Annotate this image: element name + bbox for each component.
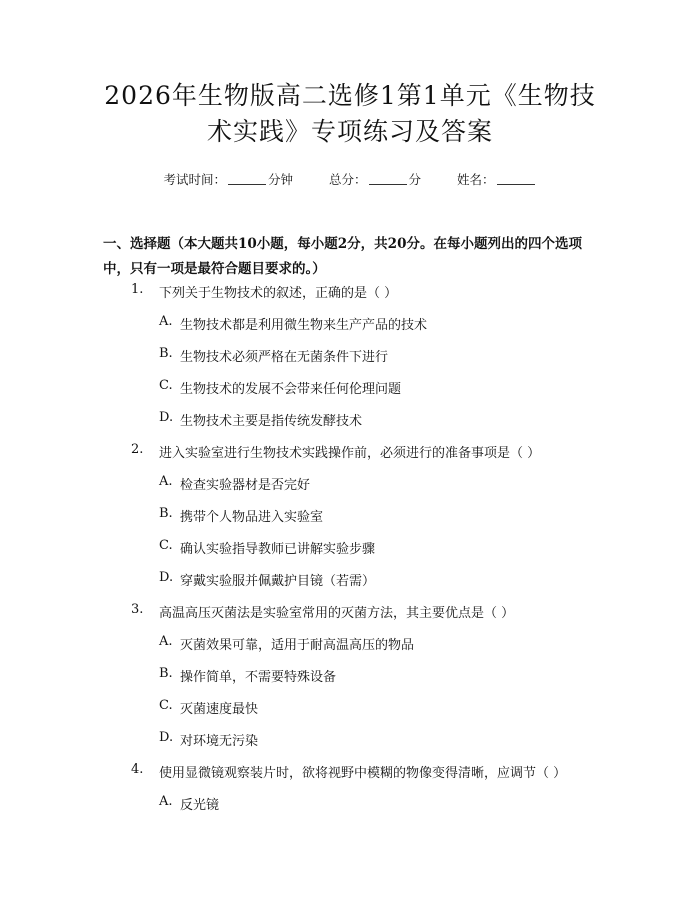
time-label: 考试时间： (163, 172, 226, 187)
option-text: 确认实验指导教师已讲解实验步骤 (180, 542, 376, 557)
title-line-2: 术实践》专项练习及答案 (206, 117, 493, 146)
option-text: 携带个人物品进入实验室 (180, 510, 324, 525)
option-letter: A. (159, 634, 173, 649)
time-blank (228, 172, 266, 185)
option-text: 反光镜 (180, 798, 220, 813)
option-text: 灭菌速度最快 (180, 702, 259, 717)
option-letter: D. (159, 410, 174, 425)
option-letter: A. (159, 314, 173, 329)
question-number: 1. (131, 282, 144, 297)
exam-meta-line (0, 170, 700, 188)
option-letter: B. (159, 346, 173, 361)
option-letter: B. (159, 666, 173, 681)
option-letter: B. (159, 506, 173, 521)
name-label: 姓名： (456, 172, 495, 187)
question-number: 2. (131, 442, 144, 457)
option-letter: D. (159, 730, 174, 745)
document-title (60, 78, 640, 150)
option-text: 对环境无污染 (180, 734, 259, 749)
option-text: 生物技术必须严格在无菌条件下进行 (180, 350, 389, 365)
title-line-1: 2026年生物版高二选修1第1单元《生物技 (104, 81, 596, 110)
option-letter: D. (159, 570, 174, 585)
option-text: 生物技术主要是指传统发酵技术 (180, 414, 363, 429)
question-number: 4. (131, 762, 144, 777)
option-text: 灭菌效果可靠，适用于耐高温高压的物品 (180, 638, 415, 653)
time-unit: 分钟 (268, 172, 294, 187)
section-heading: 一、选择题（本大题共10小题，每小题2分，共20分。在每小题列出的四个选项中，只有一项是最符合题目要求的。） (103, 236, 582, 277)
score-unit: 分 (408, 172, 422, 187)
option-text: 生物技术都是利用微生物来生产产品的技术 (180, 318, 428, 333)
option-text: 操作简单，不需要特殊设备 (180, 670, 337, 685)
option-letter: C. (159, 538, 173, 553)
option-letter: A. (159, 474, 173, 489)
score-label: 总分： (328, 172, 367, 187)
option-letter: A. (159, 794, 173, 809)
question-number: 3. (131, 602, 144, 617)
question-text: 进入实验室进行生物技术实践操作前，必须进行的准备事项是（ ） (159, 446, 541, 461)
score-blank (369, 172, 407, 185)
question-text: 下列关于生物技术的叙述，正确的是（ ） (159, 286, 398, 301)
question-text: 高温高压灭菌法是实验室常用的灭菌方法，其主要优点是（ ） (159, 606, 515, 621)
option-text: 穿戴实验服并佩戴护目镜（若需） (180, 574, 376, 589)
option-text: 检查实验器材是否完好 (180, 478, 311, 493)
name-blank (497, 172, 535, 185)
option-letter: C. (159, 698, 173, 713)
option-letter: C. (159, 378, 173, 393)
option-text: 生物技术的发展不会带来任何伦理问题 (180, 382, 402, 397)
question-text: 使用显微镜观察装片时，欲将视野中模糊的物像变得清晰，应调节（ ） (159, 766, 567, 781)
